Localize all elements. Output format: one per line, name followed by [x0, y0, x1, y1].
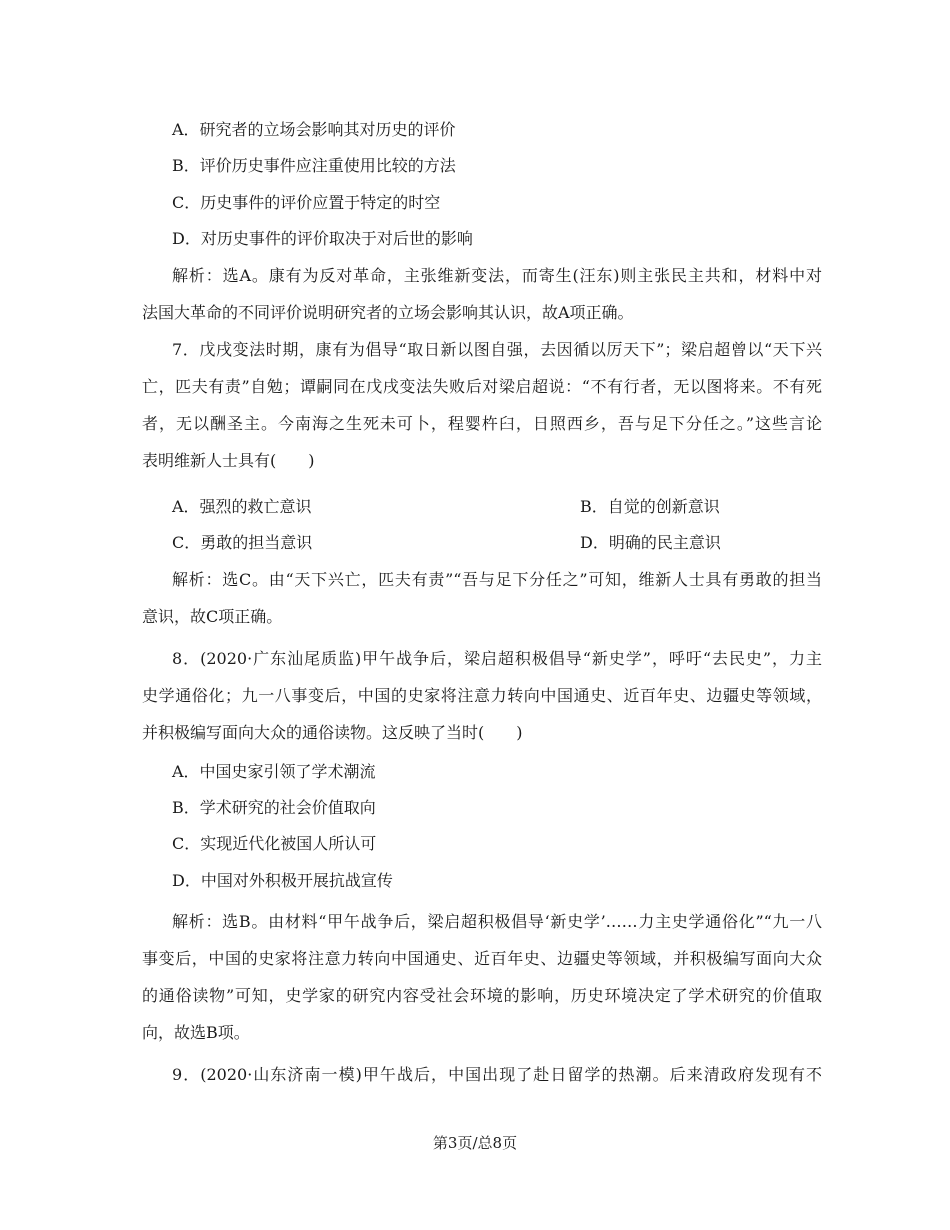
q7-stem-line: 亡，匹夫有责”自勉；谭嗣同在戊戌变法失败后对梁启超说：“不有行者，无以图将来。不有死	[142, 377, 822, 396]
q7-stem-line: 者，无以酬圣主。今南海之生死未可卜，程婴杵臼，日照西乡，吾与足下分任之。”这些言论	[142, 414, 822, 433]
q7-option-c: C．勇敢的担当意识	[172, 533, 313, 552]
q8-option-a: A．中国史家引领了学术潮流	[172, 762, 376, 781]
q9-stem-line: 9．(2020·山东济南一模)甲午战后，中国出现了赴日留学的热潮。后来清政府发现有不	[172, 1065, 822, 1084]
q8-analysis-line: 向，故选B项。	[142, 1023, 250, 1042]
q8-analysis-line: 解析：选B。由材料“甲午战争后，梁启超积极倡导‘新史学’……力主史学通俗化”“九一八	[172, 912, 822, 931]
q7-option-b: B．自觉的创新意识	[580, 497, 720, 516]
q8-option-b: B．学术研究的社会价值取向	[172, 798, 376, 817]
q6-analysis-line: 解析：选A。康有为反对革命，主张维新变法，而寄生(汪东)则主张民主共和，材料中对	[172, 266, 822, 285]
q6-option-c: C．历史事件的评价应置于特定的时空	[172, 193, 441, 212]
page-number-footer: 第3页/总8页	[432, 1134, 518, 1152]
q7-stem-line: 表明维新人士具有( )	[142, 451, 315, 470]
q7-option-a: A．强烈的救亡意识	[172, 497, 312, 516]
q6-option-b: B．评价历史事件应注重使用比较的方法	[172, 156, 456, 175]
q6-option-d: D．对历史事件的评价取决于对后世的影响	[172, 229, 473, 248]
q8-analysis-line: 事变后，中国的史家将注意力转向中国通史、近百年史、边疆史等领域，并积极编写面向大众	[142, 949, 822, 968]
q8-stem-line: 并积极编写面向大众的通俗读物。这反映了当时( )	[142, 723, 523, 742]
q8-option-d: D．中国对外积极开展抗战宣传	[172, 871, 393, 890]
q7-option-d: D．明确的民主意识	[580, 533, 721, 552]
q7-stem-line: 7．戊戌变法时期，康有为倡导“取日新以图自强，去因循以厉天下”；梁启超曾以“天下兴	[172, 340, 822, 359]
q8-stem-line: 8．(2020·广东汕尾质监)甲午战争后，梁启超积极倡导“新史学”，呼吁“去民史”，力主	[172, 649, 822, 668]
q7-analysis-line: 意识，故C项正确。	[142, 607, 283, 626]
q8-option-c: C．实现近代化被国人所认可	[172, 834, 377, 853]
q7-analysis-line: 解析：选C。由“天下兴亡，匹夫有责”“吾与足下分任之”可知，维新人士具有勇敢的担当	[172, 570, 822, 589]
q6-analysis-line: 法国大革命的不同评价说明研究者的立场会影响其认识，故A项正确。	[142, 303, 634, 322]
q8-analysis-line: 的通俗读物”可知，史学家的研究内容受社会环境的影响，历史环境决定了学术研究的价值取	[142, 986, 822, 1005]
q6-option-a: A．研究者的立场会影响其对历史的评价	[172, 120, 456, 139]
q8-stem-line: 史学通俗化；九一八事变后，中国的史家将注意力转向中国通史、近百年史、边疆史等领域，	[142, 686, 822, 705]
